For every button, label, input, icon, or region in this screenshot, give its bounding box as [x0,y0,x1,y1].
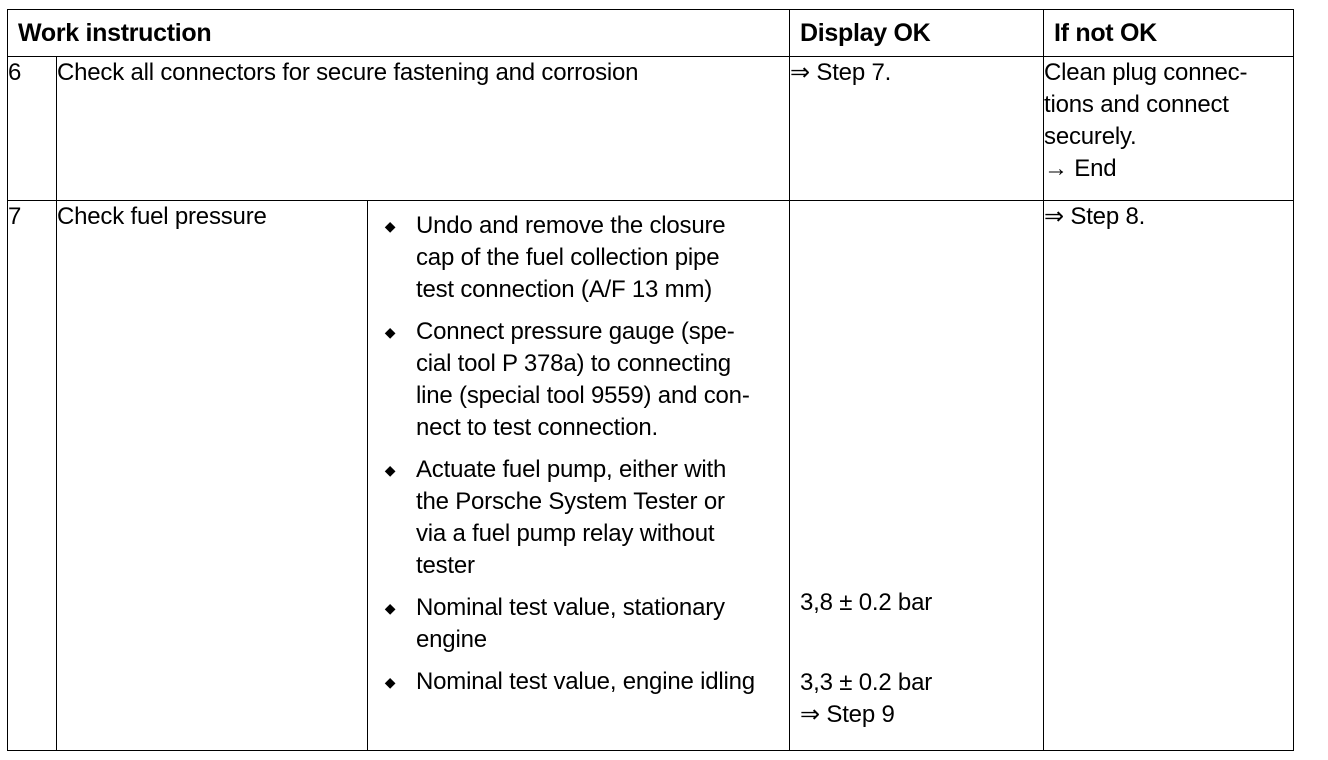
header-work-instruction: Work instruction [8,10,790,57]
substep-line: via a fuel pump relay without [416,520,715,547]
if-not-ok-line: securely. [1044,123,1137,150]
substep-item [368,210,783,306]
substep-line: Connect pressure gauge (spe- [416,318,735,345]
substep-line: Nominal test value, engine idling [416,668,755,695]
substep-line: tester [416,552,475,579]
bullet-diamond-icon: ◆ [384,218,396,234]
step-number: 6 [8,57,57,201]
if-not-ok-line: → End [1044,155,1117,182]
display-idling-line: 3,3 ± 0.2 bar [800,669,933,696]
substep-line: cap of the fuel collection pipe [416,244,720,271]
substep-line: the Porsche System Tester or [416,488,725,515]
substep-item [368,454,783,582]
substep-line: Nominal test value, stationary [416,594,725,621]
header-row [8,10,1294,57]
work-instruction-table [7,9,1294,751]
table-row-step-6 [8,57,1294,201]
substep-line: cial tool P 378a) to connecting [416,350,731,377]
display-ok-cell [790,201,1044,751]
step-substeps [368,201,790,751]
if-not-ok-value: ⇒ Step 8. [1044,201,1294,751]
bullet-diamond-icon: ◆ [384,674,396,690]
substep-item [368,592,783,656]
display-idling-next: ⇒ Step 9 [800,701,895,728]
substep-line: line (special tool 9559) and con- [416,382,750,409]
header-if-not-ok: If not OK [1044,10,1294,57]
header-display-ok: Display OK [790,10,1044,57]
substep-line: Actuate fuel pump, either with [416,456,727,483]
bullet-diamond-icon: ◆ [384,600,396,616]
substep-line: Undo and remove the closure [416,212,726,239]
substep-item [368,666,783,698]
bullet-diamond-icon: ◆ [384,462,396,478]
display-stationary-value: 3,8 ± 0.2 bar [800,589,933,616]
substep-line: nect to test connection. [416,414,659,441]
bullet-diamond-icon: ◆ [384,324,396,340]
substep-list [368,201,789,698]
substep-item [368,316,783,444]
if-not-ok-line: tions and connect [1044,91,1229,118]
substep-line: test connection (A/F 13 mm) [416,276,713,303]
if-not-ok-line: Clean plug connec- [1044,59,1248,86]
substep-line: engine [416,626,487,653]
step-number: 7 [8,201,57,751]
table-row-step-7 [8,201,1294,751]
step-instruction: Check fuel pressure [57,201,368,751]
if-not-ok-value [1044,57,1294,201]
display-ok-value: ⇒ Step 7. [790,57,1044,201]
display-idling-value [800,667,932,731]
step-instruction: Check all connectors for secure fastening and corrosion [57,57,790,201]
